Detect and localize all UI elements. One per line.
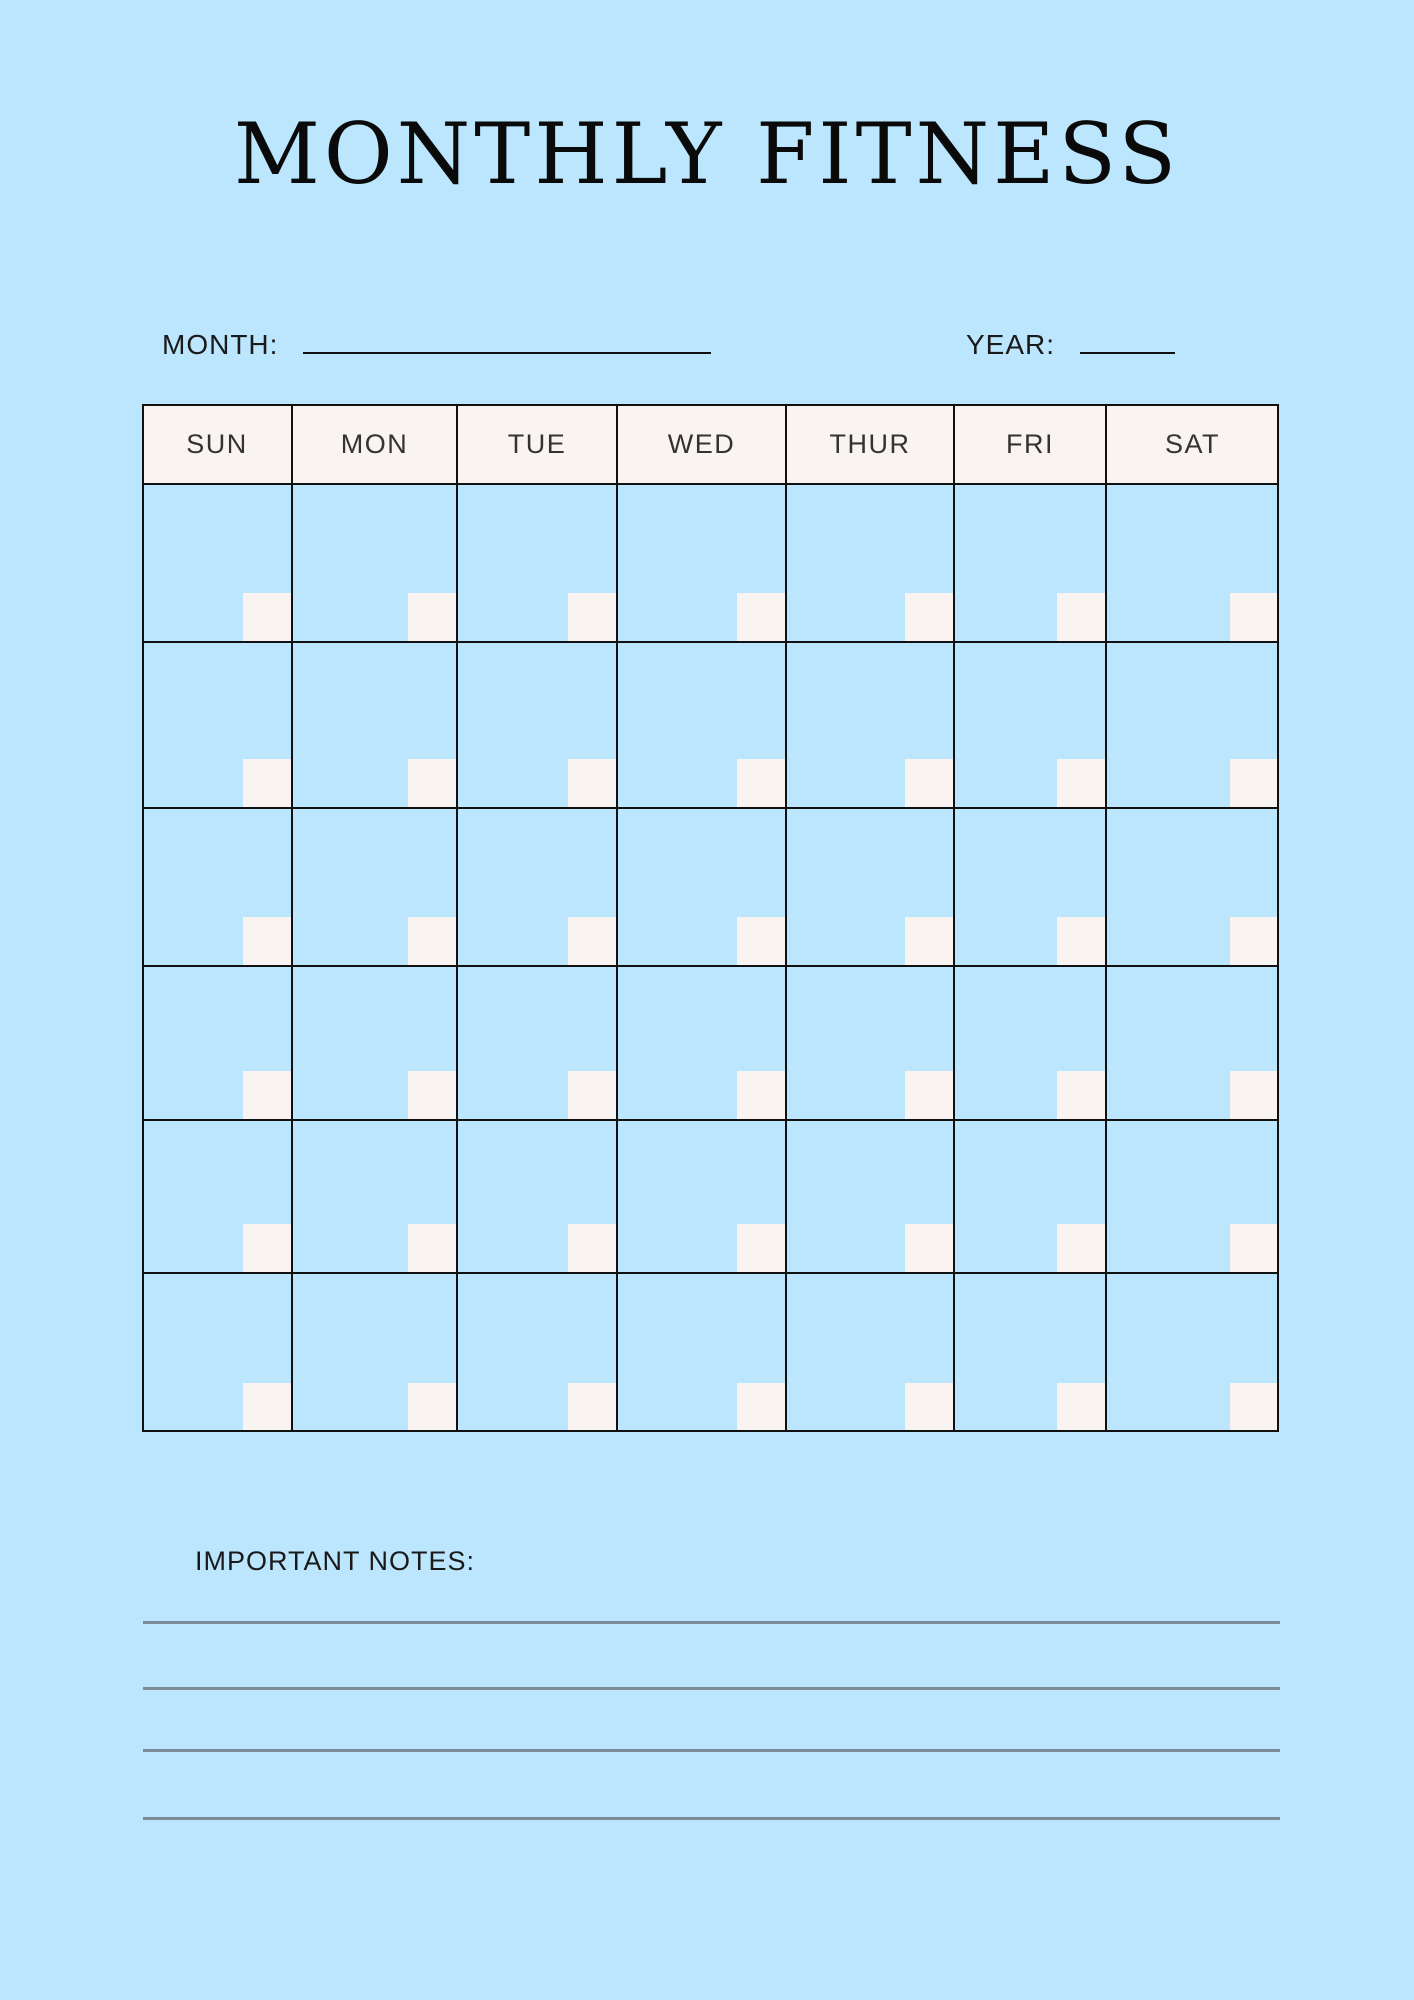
month-label: MONTH:: [162, 329, 279, 360]
day-cell[interactable]: [142, 1273, 292, 1432]
date-box[interactable]: [905, 593, 954, 642]
note-line[interactable]: [143, 1687, 1280, 1690]
day-cell[interactable]: [617, 484, 786, 642]
date-box[interactable]: [568, 593, 617, 642]
day-cell[interactable]: [457, 1273, 617, 1432]
day-cell[interactable]: [954, 1120, 1106, 1273]
notes-label: IMPORTANT NOTES:: [195, 1546, 476, 1576]
calendar-grid: [142, 404, 1279, 1432]
day-cell[interactable]: [617, 966, 786, 1120]
grid-column-divider: [616, 404, 618, 1432]
day-cell[interactable]: [142, 966, 292, 1120]
day-cell[interactable]: [142, 484, 292, 642]
day-cell[interactable]: [617, 642, 786, 808]
date-box[interactable]: [1230, 759, 1279, 808]
date-box[interactable]: [1230, 593, 1279, 642]
day-cell[interactable]: [457, 642, 617, 808]
day-cell[interactable]: [457, 484, 617, 642]
date-box[interactable]: [905, 1071, 954, 1120]
date-box[interactable]: [408, 917, 457, 966]
day-cell[interactable]: [786, 808, 954, 966]
date-box[interactable]: [568, 1383, 617, 1432]
date-box[interactable]: [1230, 1383, 1279, 1432]
day-cell[interactable]: [292, 642, 457, 808]
day-header-wed: WED: [617, 404, 786, 484]
day-cell[interactable]: [457, 966, 617, 1120]
day-cell[interactable]: [1106, 642, 1279, 808]
grid-column-divider: [1105, 404, 1107, 1432]
date-box[interactable]: [568, 1224, 617, 1273]
date-box[interactable]: [408, 593, 457, 642]
day-cell[interactable]: [786, 1273, 954, 1432]
date-box[interactable]: [737, 1224, 786, 1273]
date-box[interactable]: [408, 1071, 457, 1120]
date-box[interactable]: [1057, 759, 1106, 808]
year-field[interactable]: [1080, 352, 1175, 354]
day-cell[interactable]: [142, 1120, 292, 1273]
grid-row-divider: [142, 965, 1279, 967]
date-box[interactable]: [408, 1383, 457, 1432]
note-line[interactable]: [143, 1621, 1280, 1624]
grid-column-divider: [785, 404, 787, 1432]
year-label: YEAR:: [966, 329, 1056, 360]
date-box[interactable]: [1057, 1383, 1106, 1432]
day-cell[interactable]: [954, 1273, 1106, 1432]
date-box[interactable]: [737, 1071, 786, 1120]
day-cell[interactable]: [617, 808, 786, 966]
day-header-thur: THUR: [786, 404, 954, 484]
day-cell[interactable]: [292, 1120, 457, 1273]
grid-row-divider: [142, 807, 1279, 809]
day-cell[interactable]: [617, 1273, 786, 1432]
date-box[interactable]: [568, 1071, 617, 1120]
date-box[interactable]: [408, 759, 457, 808]
day-header-fri: FRI: [954, 404, 1106, 484]
grid-column-divider: [456, 404, 458, 1432]
note-line[interactable]: [143, 1817, 1280, 1820]
date-box[interactable]: [1230, 1224, 1279, 1273]
grid-row-divider: [142, 1272, 1279, 1274]
date-box[interactable]: [568, 917, 617, 966]
date-box[interactable]: [1057, 1224, 1106, 1273]
grid-row-divider: [142, 641, 1279, 643]
date-box[interactable]: [737, 593, 786, 642]
day-cell[interactable]: [292, 808, 457, 966]
day-header-sun: SUN: [142, 404, 292, 484]
day-cell[interactable]: [1106, 808, 1279, 966]
date-box[interactable]: [737, 917, 786, 966]
date-box[interactable]: [568, 759, 617, 808]
date-box[interactable]: [1057, 593, 1106, 642]
day-cell[interactable]: [292, 966, 457, 1120]
date-box[interactable]: [243, 759, 292, 808]
day-cell[interactable]: [292, 1273, 457, 1432]
date-box[interactable]: [408, 1224, 457, 1273]
day-cell[interactable]: [1106, 1120, 1279, 1273]
day-cell[interactable]: [786, 1120, 954, 1273]
month-field[interactable]: [303, 352, 711, 354]
day-cell[interactable]: [292, 484, 457, 642]
date-box[interactable]: [243, 593, 292, 642]
day-cell[interactable]: [457, 1120, 617, 1273]
date-box[interactable]: [1057, 917, 1106, 966]
day-cell[interactable]: [786, 484, 954, 642]
date-box[interactable]: [737, 1383, 786, 1432]
day-header-mon: MON: [292, 404, 457, 484]
day-cell[interactable]: [954, 808, 1106, 966]
grid-row-divider: [142, 1119, 1279, 1121]
date-box[interactable]: [243, 1383, 292, 1432]
day-cell[interactable]: [1106, 484, 1279, 642]
date-box[interactable]: [243, 1224, 292, 1273]
note-line[interactable]: [143, 1749, 1280, 1752]
date-box[interactable]: [905, 759, 954, 808]
date-box[interactable]: [737, 759, 786, 808]
day-cell[interactable]: [1106, 966, 1279, 1120]
day-cell[interactable]: [457, 808, 617, 966]
day-cell[interactable]: [954, 642, 1106, 808]
day-cell[interactable]: [954, 966, 1106, 1120]
day-cell[interactable]: [617, 1120, 786, 1273]
date-box[interactable]: [905, 1383, 954, 1432]
page-title: MONTHLY FITNESS: [233, 105, 1181, 203]
date-box[interactable]: [1230, 917, 1279, 966]
day-cell[interactable]: [142, 642, 292, 808]
date-box[interactable]: [905, 917, 954, 966]
date-box[interactable]: [905, 1224, 954, 1273]
date-box[interactable]: [243, 917, 292, 966]
day-cell[interactable]: [142, 808, 292, 966]
day-header-sat: SAT: [1106, 404, 1279, 484]
day-cell[interactable]: [786, 642, 954, 808]
date-box[interactable]: [243, 1071, 292, 1120]
day-cell[interactable]: [786, 966, 954, 1120]
date-box[interactable]: [1057, 1071, 1106, 1120]
grid-row-divider: [142, 483, 1279, 485]
day-header-tue: TUE: [457, 404, 617, 484]
date-box[interactable]: [1230, 1071, 1279, 1120]
day-cell[interactable]: [954, 484, 1106, 642]
grid-column-divider: [291, 404, 293, 1432]
day-cell[interactable]: [1106, 1273, 1279, 1432]
grid-column-divider: [953, 404, 955, 1432]
